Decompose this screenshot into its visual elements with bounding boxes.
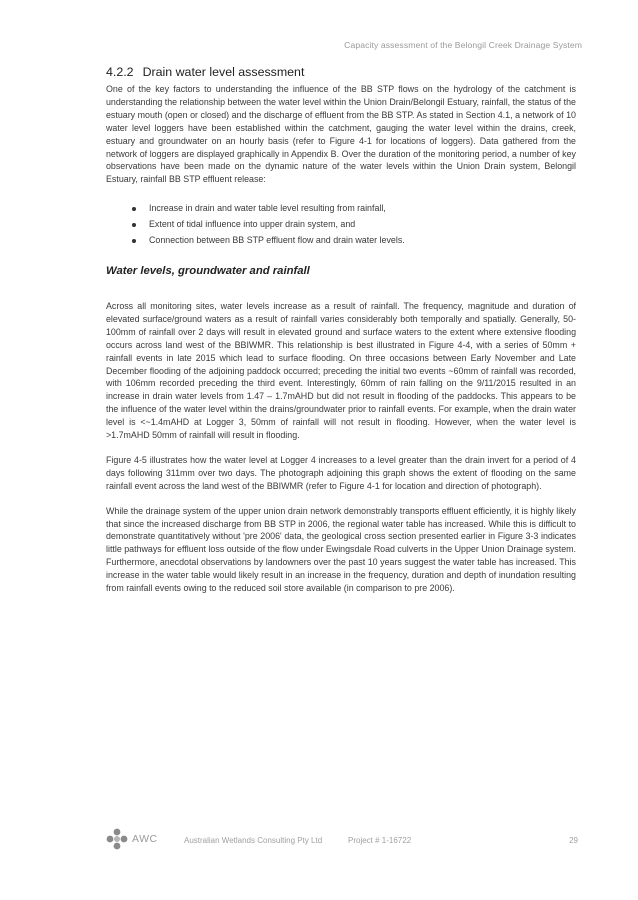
section-heading [106,64,576,80]
page-footer [106,828,578,852]
section-title: Drain water level assessment [142,65,305,79]
bullet-icon [132,239,136,243]
page-number: 29 [569,836,578,845]
bullet-icon [132,223,136,227]
list-item: Extent of tidal influence into upper drain system, and [132,217,576,233]
footer-project-number: Project # 1-16722 [348,836,412,845]
page-content [106,64,576,595]
list-item: Connection between BB STP effluent flow and drain water levels. [132,233,576,249]
body-paragraph-logger4: Figure 4-5 illustrates how the water level at Logger 4 increases to a level greater than the drain invert for a period of 4 days following 311mm over two days. The photograph adjoining this graph shows the extent of flooding on the same rainfall event across the land west of the BBIWMR (refer to Figure 4-1 for location and direction of photograph). [106,454,576,491]
awc-diamond-logo-icon [106,828,128,850]
bullet-icon [132,207,136,211]
footer-company: Australian Wetlands Consulting Pty Ltd [184,836,323,845]
body-paragraph-water-table: While the drainage system of the upper union drain network demonstrably transports effluent efficiently, it is highly likely that since the increased discharge from BB STP in 2006, the regional water table has increased. While this is difficult to demonstrate quantitatively without 'pre 2006' data, the geological cross section presented earlier in Figure 3-3 indicates little pathways for effluent loss outside of the flow under Ewingsdale Road culverts in the Upper Union Drainage system. Furthermore, anecdotal observations by landowners over the past 10 years suggest the water table has increased. This increase in the water table would likely result in an increase in the frequency, duration and depth of inundation resulting from rainfall events owing to the reduced soil store available (in comparison to pre 2006). [106,505,576,594]
list-item: Increase in drain and water table level resulting from rainfall, [132,201,576,217]
running-header-title: Capacity assessment of the Belongil Creek Drainage System [344,40,582,50]
subheading: Water levels, groundwater and rainfall [106,264,310,277]
observation-list [106,201,576,249]
intro-paragraph: One of the key factors to understanding the influence of the BB STP flows on the hydrology of the catchment is understanding the relationship between the water level within the Union Drain/Belongil Estuary, rainfall, the status of the estuary mouth (open or closed) and the discharge of effluent from the BB STP. As stated in Section 4.1, a network of 10 water level loggers have been established within the catchment, gauging the water level within the drains, creek, estuary and groundwater on an hourly basis (refer to Figure 4-1 for locations of loggers). Data gathered from the network of loggers are displayed graphically in Appendix B. Over the duration of the monitoring period, a number of key observations have been made on the dynamic nature of the water levels within the Union Drain system, Belongil Estuary, rainfall BB STP effluent release: [106,84,576,185]
section-number: 4.2.2 [106,65,134,79]
body-paragraph-rainfall: Across all monitoring sites, water levels increase as a result of rainfall. The frequency, magnitude and duration of elevated surface/ground waters as a result of rainfall varies considerably both temporally and spatially. Generally, 50-100mm of rainfall over 2 days will result in elevated ground and surface waters to the extent where extensive flooding occurs across land west of the BBIWMR. This relationship is best illustrated in Figure 4-4, with a series of 50mm + rainfall events in late 2015 which lead to surface flooding. On three occasions between Early November and Late December flooding of the adjoining paddock occurred; preceding the initial two events ~60mm of rainfall was recorded, with 106mm recorded preceding the third event. Interestingly, 60mm of rain falling on the 9/11/2015 resulted in an increase in drain water levels from 1.47 – 1.7mAHD but did not result in flooding of the paddocks. This appears to be the influence of the water level within the drains/groundwater prior to rainfall events. For example, when the drain water level is <~1.4mAHD at Logger 3, 50mm of rainfall will not result in flooding. However, when the water level is >1.7mAHD 50mm of rainfall will result in flooding. [106,300,576,441]
logo-text: AWC [132,833,158,845]
